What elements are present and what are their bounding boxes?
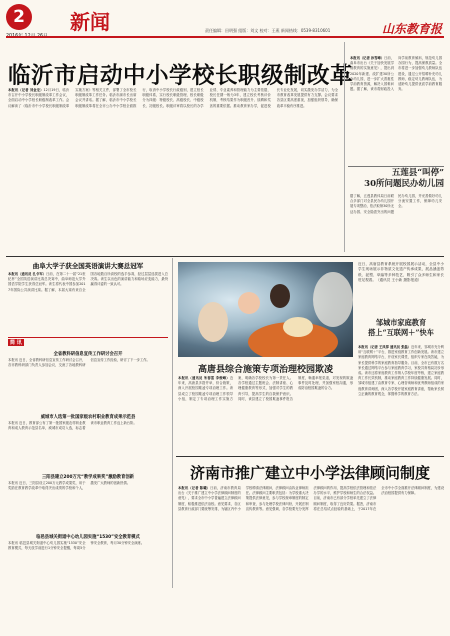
lead-body: 12月19日，临沂市召开中小学校长职级制改革工作会议，全面启动中小学校长职级制改革工作。会议解读了《临沂市中小学校长职级制改革实施方案》等相关文件，部署了全市校长职级制改革工作任务。临沂市副市长出席会议并讲话。据了解，临沂市中小学校长职级制改革将在全市公办中小学校全面推行，取消中小学校长行政级别，建立校长职级体系，实行校长职级管理，校长职级分为四级：特级校长、高级校长、中级校长、初级校长。职级评审将以校长的办学业绩、专业素养和管理能力为主要依据，校长任期一般为3年，建立校长考核评价机制，考核结果作为职级晋升、续聘和奖惩的重要依据。推动教育家办学，促进校长专业化发展，切实激发办学活力，为全市教育改革发展提供有力支撑。会议要求各县区要高度重视，加强组织领导，确保改革平稳有序推进。 (8, 88, 338, 108)
jinan-body: 日前，济南市教育局出台《关于推广建立中小学法律顾问制度的意见》，要求全市中小学普遍建立法律顾问制度，积极推进依法治校。意见要求，各区县教育行政部门要统筹安排，为辖区内中小学校聘请法律顾问，法律顾问由执业律师担任。法律顾问主要职责包括：为学校重大决策提供法律意见，参与学校规章制度的制定和审查，参与处理学校法律纠纷，开展法制宣传教育等。意见强调，各学校要充分发挥法律顾问的作用，提高学校依法管理和依法办学的水平，维护学校和师生的合法权益。目前，济南市已有部分学校率先建立了法律顾问制度，取得了良好效果。据悉，济南市将在总结试点经验的基础上，于2017年在全市中小学全面推开法律顾问制度，为建设法治校园提供有力保障。 (178, 486, 444, 511)
divider (348, 166, 444, 167)
speech-contest-article (8, 272, 168, 332)
speech-contest-headline: 曲阜大学子获全国英语演讲大赛总冠军 (32, 262, 144, 270)
gaotang-article (178, 376, 353, 451)
page-number: 2 (6, 4, 32, 30)
editor-info: 责任编辑：田明强 组版：刘文 校对：王燕 新闻热线：0539-8310601 (205, 28, 331, 33)
column-divider (172, 258, 173, 588)
newspaper-logo: 山东教育报 (382, 22, 443, 36)
gaotang-body: 近年来，高唐县多措并举，综合施策，深入开展校园欺凌专项治理工作。该县成立了校园欺凌专项治理工作领导小组，制定了专项治理工作实施方案，明确各学校校长为第一责任人。各学校通过主题班会、法制讲座、心理健康教育等形式，加强对学生的教育引导，提高学生的自我保护意识。同时，该县建立了校园欺凌事件报告制度，畅通举报渠道，对发现的欺凌事件及时处理，并加强家校沟通，形成防治校园欺凌的合力。 (178, 376, 353, 401)
brief-rule (8, 337, 168, 338)
preschool-body: 日前，曲阜市出台《关于加快发展学前教育的实施意见》，提出到2020年新建、改扩建30所公办幼儿园，进一步扩大普惠性学前教育资源，解决入园难问题。据了解，该市将财政投入向学前教育倾斜，规范幼儿园办园行为，提高保教质量。全市将进一步加强幼儿教师队伍建设，通过公开招聘补充幼儿教师，稳定幼儿教师队伍，为适龄幼儿提供优质学前教育服务。 (350, 56, 442, 92)
zoucheng-body: 近年来，邹城市充分利用“互联网＋”平台，推进家庭教育工作创新发展。该市建立家庭教育网络平台，开设家长课堂，组织专家在线答疑，为家长提供科学的家庭教育指导服务。目前，全市已有数万名家长通过网络平台参与家庭教育学习，家校共育格局初步形成。该市还将家庭教育工作纳入学校年度考核，建立家庭教育工作长效机制，推动家庭教育工作持续健康发展。同时，邹城市组建了由教育专家、心理咨询师和优秀教师组成的家庭教育讲师团，深入各学校开展家庭教育讲座，帮助家长树立正确的教育观念，掌握科学的教育方法。 (358, 345, 444, 396)
jinan-byline: 本报讯（记者 陈曦） (178, 486, 211, 490)
photo-credit: （通讯员 王小新 摄影报道） (375, 278, 422, 283)
header-rule (6, 36, 444, 38)
speech-contest-byline: 本报讯（通讯员 孔令军） (8, 272, 47, 276)
column-divider (344, 42, 345, 252)
brief-tag: 简 讯 (10, 340, 22, 346)
brief-title-2: 威城市人选第一批国家级农村职业教育成果示范县 (40, 415, 136, 420)
jinan-headline: 济南市推广建立中小学法律顾问制度 (189, 464, 430, 482)
zoucheng-article (358, 345, 444, 445)
section-rule (176, 456, 444, 457)
jinan-article (178, 486, 444, 631)
photo-caption-text: 近日，高唐县教育系统开展校园展示活动，全县中小学生现场展示非物质文化遗产传承成果，展品涵盖剪纸、泥塑、草编等多种技艺，吸引了众多师生和家长驻足观看。 (358, 262, 444, 283)
photo-caption (358, 262, 444, 312)
zoucheng-headline: 邹城市家庭教育 搭上“互联网＋”快车 (368, 318, 434, 337)
section-title: 新闻 (70, 10, 110, 34)
preschool-byline: 本报讯（记者 孙雪峰） (350, 56, 385, 60)
brief-body-2: 本报讯 近日，教育部公布了第一批国家级农村职业教育和成人教育示范县名单，威城市成功入选，标志着该市职业教育工作迈上新台阶。 (8, 421, 137, 431)
brief-body-4: 本报讯 临邑县城关街道中心幼儿园实施“1530”安全教育模式，每天放学前进行1分钟安全提醒，每周5分钟安全教育，每月30分钟安全演练。 (8, 541, 145, 551)
gaotang-headline: 高唐县综合施策专项治理校园欺凌 (197, 365, 333, 375)
lead-byline: 本报讯（记者 刘金龙） (8, 88, 44, 92)
brief-title-3: 三阳县建立200万元“教学成果奖”激励教育创新 (42, 475, 134, 480)
preschool-article (350, 56, 442, 164)
wulian-headline: 五莲县“叫停” 30所问题民办幼儿园 (364, 168, 444, 189)
brief-title-4: 临邑县城关街道中心幼儿园实施“1530”安全教育模式 (36, 535, 140, 540)
gaotang-byline: 本报讯（通讯员 朱春雷 李俊峰） (178, 376, 230, 380)
lead-article (8, 88, 338, 228)
brief-title-1: 全省教科研信息宣传工作研讨会召开 (53, 352, 123, 357)
speech-contest-body: 日前，在第二十一届“21世纪杯”全国英语演讲比赛总决赛中，曲阜师范大学外国语学院学生获得总冠军。该生将代表中国参加2017年国际公共演讲比赛。据了解，本届大赛有来自全国各地数百所高校的选手参赛，经过层层选拔进入总决赛。该生以出色的演讲能力和临场应变能力，最终赢得评委的一致认可。 (8, 272, 168, 292)
brief-body-1: 本报讯 近日，全省教科研信息宣传工作研讨会召开，各市教科研部门负责人参加会议，交流了各地教科研信息宣传工作经验，研讨了下一步工作。 (8, 358, 150, 368)
wulian-body: 据了解，五莲县教体局日前联合多部门对全县民办幼儿园开展专项整治，依法取缔30所无证办园、安全隐患突出的问题民办幼儿园，并妥善做好幼儿分流安置工作，保障幼儿安全。 (350, 194, 442, 214)
exhibition-photo (178, 262, 353, 357)
lead-headline: 临沂市启动中小学校长职级制改革 (8, 63, 354, 89)
zoucheng-byline: 本报讯（记者 王凤萍 通讯员 张磊） (358, 345, 411, 349)
brief-body-3: 本报讯 近日，三阳县设立200万元教学成果奖，用于奖励在教育教学改革中取得突出成绩的学校和个人，激发广大教师的创新热情。 (8, 481, 131, 491)
section-rule (6, 256, 444, 257)
